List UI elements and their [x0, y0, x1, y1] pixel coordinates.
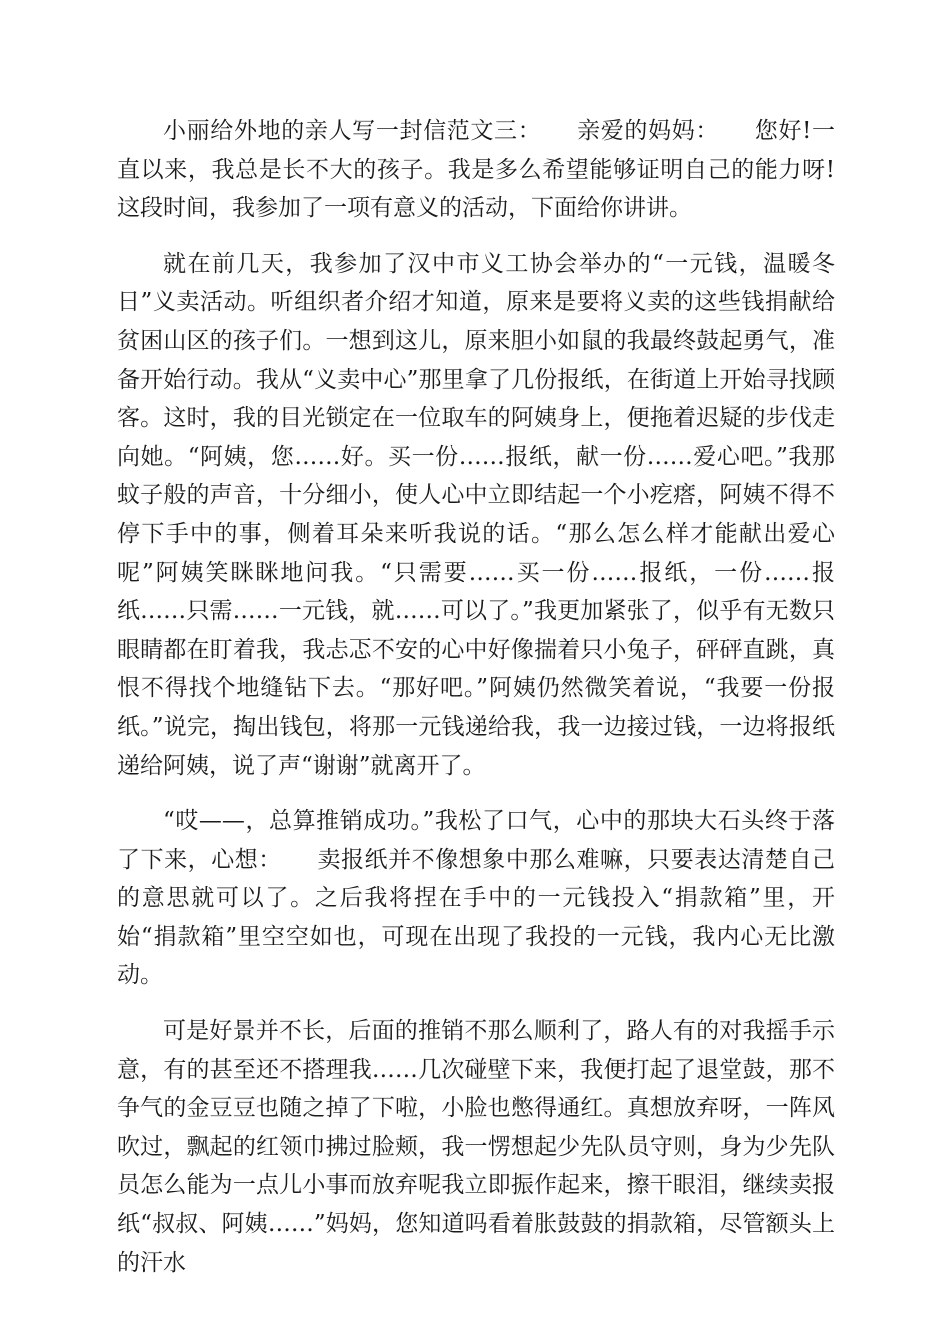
paragraph-setback: 可是好景并不长，后面的推销不那么顺利了，路人有的对我摇手示意，有的甚至还不搭理我……几次碰壁下来，我便打起了退堂鼓，那不争气的金豆豆也随之掉了下啦，小脸也憋得通红。真想放弃呀，一阵风吹过，飘起的红领巾拂过脸颊，我一愣想起少先队员守则，身为少先队员怎么能为一点儿小事而放弃呢我立即振作起来，擦干眼泪，继续卖报纸“叔叔、阿姨……”妈妈，您知道吗看着胀鼓鼓的捐款箱，尽管额头上的汗水 [117, 1018, 835, 1276]
letter-body [117, 112, 835, 1282]
paragraph-greeting: 小丽给外地的亲人写一封信范文三： 亲爱的妈妈： 您好!一直以来，我总是长不大的孩子。我是多么希望能够证明自己的能力呀!这段时间，我参加了一项有意义的活动，下面给你讲讲。 [117, 118, 835, 222]
paragraph-first-success: “哎——，总算推销成功。”我松了口气，心中的那块大石头终于落了下来，心想： 卖报纸并不像想象中那么难嘛，只要表达清楚自己的意思就可以了。之后我将捏在手中的一元钱投入“捐款箱”里，开始“捐款箱”里空空如也，可现在出现了我投的一元钱，我内心无比激动。 [117, 808, 835, 989]
paragraph-selling-story: 就在前几天，我参加了汉中市义工协会举办的“一元钱，温暖冬日”义卖活动。听组织者介绍才知道，原来是要将义卖的这些钱捐献给贫困山区的孩子们。一想到这儿，原来胆小如鼠的我最终鼓起勇气，准备开始行动。我从“义卖中心”那里拿了几份报纸，在街道上开始寻找顾客。这时，我的目光锁定在一位取车的阿姨身上，便拖着迟疑的步伐走向她。“阿姨，您……好。买一份……报纸，献一份……爱心吧。”我那蚊子般的声音，十分细小，使人心中立即结起一个小疙瘩，阿姨不得不停下手中的事，侧着耳朵来听我说的话。“那么怎么样才能献出爱心呢”阿姨笑眯眯地问我。“只需要……买一份……报纸，一份……报纸……只需……一元钱，就……可以了。”我更加紧张了，似乎有无数只眼睛都在盯着我，我忐忑不安的心中好像揣着只小兔子，砰砰直跳，真恨不得找个地缝钻下去。“那好吧。”阿姨仍然微笑着说，“我要一份报纸。”说完，掏出钱包，将那一元钱递给我，我一边接过钱，一边将报纸递给阿姨，说了声“谢谢”就离开了。 [117, 250, 835, 779]
